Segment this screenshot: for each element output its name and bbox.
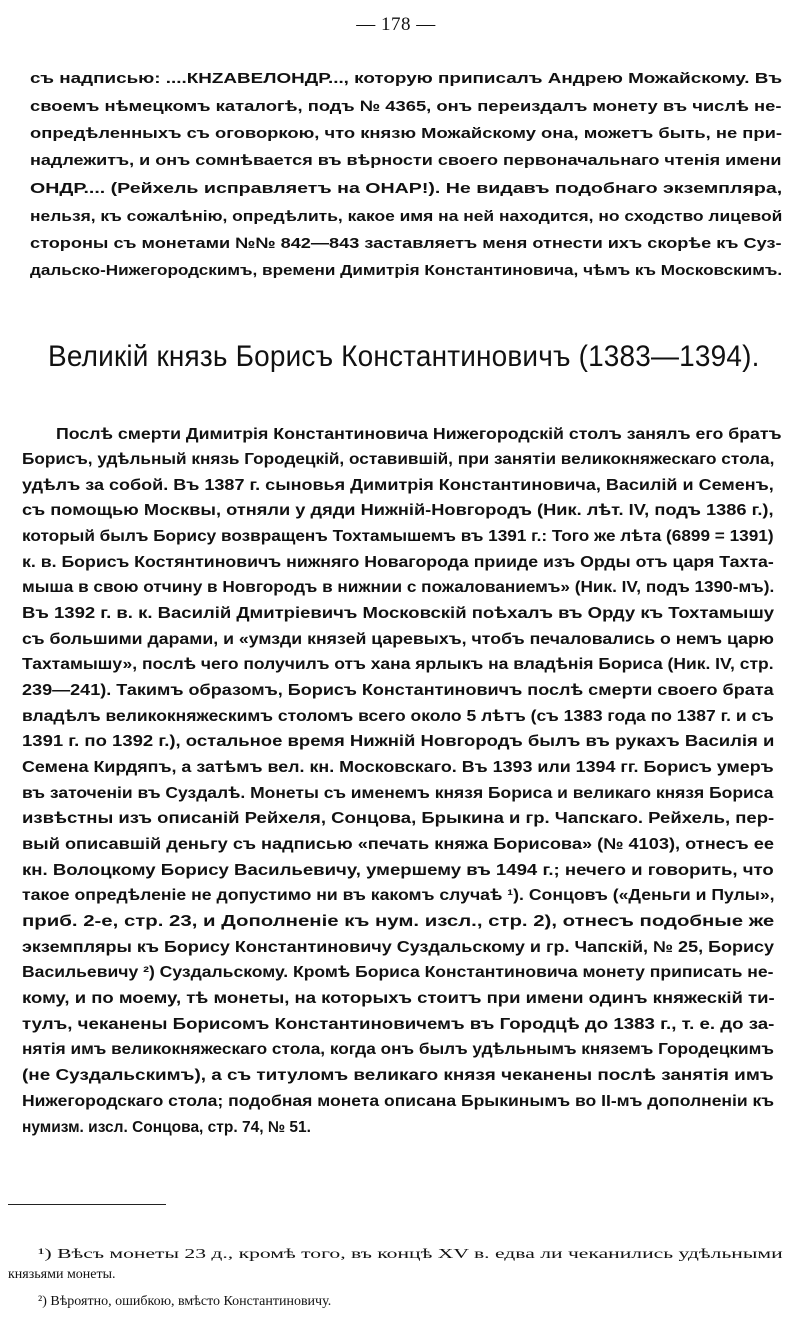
text-line: надлежитъ, и онъ сомнѣвается въ вѣрности своего первоначальнаго чтенія имени — [30, 152, 782, 169]
text-line: владѣлъ великокняжескимъ столомъ всего около 5 лѣтъ (съ 1383 года по 1387 г. и съ — [22, 708, 774, 725]
text-line: тулъ, чеканены Борисомъ Константиновичемъ въ Городцѣ до 1383 г., т. е. до за- — [22, 1016, 775, 1033]
text-line: нумизм. изсл. Сонцова, стр. 74, № 51. — [22, 1119, 311, 1136]
text-line: Тахтамышу», послѣ чего получилъ отъ хана ярлыкъ на владѣнія Бориса (Ник. IV, стр. — [22, 656, 774, 673]
text-line: кн. Волоцкому Борису Васильевичу, умершему въ 1494 г.; нечего и говорить, что — [22, 862, 774, 879]
text-line: удѣлъ за собой. Въ 1387 г. сыновья Димитрія Константиновича, Василій и Семенъ, — [22, 477, 774, 494]
text-line: 239—241). Такимъ образомъ, Борисъ Константиновичъ послѣ смерти своего брата — [22, 682, 774, 699]
text-line: Въ 1392 г. в. к. Василій Дмитріевичъ Московскій поѣхалъ въ Орду къ Тохтамышу — [22, 605, 775, 622]
text-line: Послѣ смерти Димитрія Константиновича Нижегородскій столъ занялъ его братъ — [56, 426, 782, 443]
text-line: съ помощью Москвы, отняли у дяди Нижній-Новгородъ (Ник. лѣт. IV, подъ 1386 г.), — [22, 502, 774, 519]
page-number: — 178 — — [356, 14, 436, 35]
text-line: кому, и по моему, тѣ монеты, на которыхъ стоитъ при имени одинъ княжескій ти- — [22, 990, 775, 1007]
text-line: съ большими дарами, и «умзди князей царевыхъ, чтобъ печаловались о немъ царю — [22, 631, 774, 648]
text-line: 1391 г. по 1392 г.), остальное время Нижній Новгородъ былъ въ рукахъ Василія и — [22, 733, 775, 750]
text-line: мыша в свою отчину в Новгородъ в нижнии с пожалованиемъ» (Ник. IV, подъ 1390-мъ). — [22, 579, 775, 596]
text-line: такое опредѣленіе не допустимо ни въ какомъ случаѣ ¹). Сонцовъ («Деньги и Пулы», — [22, 887, 775, 904]
text-line: дальско-Нижегородскимъ, времени Димитрія Константиновича, чѣмъ къ Московскимъ. — [30, 262, 783, 279]
text-line: Семена Кирдяпъ, а затѣмъ вел. кн. Московскаго. Въ 1393 или 1394 гг. Борисъ умеръ — [22, 759, 774, 776]
section-heading: Великій князь Борисъ Константиновичъ (1383—1394). — [48, 340, 760, 373]
footnote-line: князьями монеты. — [8, 1267, 116, 1282]
text-line: к. в. Борисъ Костянтиновичъ нижняго Новагорода прииде изъ Орды отъ царя Тахта- — [22, 554, 774, 571]
text-line: опредѣленныхъ съ оговоркою, что князю Можайскому она, можетъ быть, не при- — [30, 125, 783, 142]
text-line: Борисъ, удѣльный князь Городецкій, оставившій, при занятіи великокняжескаго стола, — [22, 451, 775, 468]
text-line: нельзя, къ сожалѣнію, опредѣлить, какое имя на ней находится, но сходство лицевой — [30, 208, 783, 225]
text-line: извѣстны изъ описаній Рейхеля, Сонцова, Брыкина и гр. Чапскаго. Рейхель, пер- — [22, 810, 775, 827]
text-line: стороны съ монетами №№ 842—843 заставляетъ меня отнести ихъ скорѣе къ Суз- — [30, 235, 782, 252]
text-line: своемъ нѣмецкомъ каталогѣ, подъ № 4365, онъ переиздалъ монету въ числѣ не- — [30, 98, 782, 115]
text-line: вый описавшій деньгу съ надписью «печать княжа Борисова» (№ 4103), отнесъ ее — [22, 836, 774, 853]
text-line: (не Суздальскимъ), а съ титуломъ великаго князя чеканены послѣ занятія имъ — [22, 1067, 774, 1084]
text-line: съ надписью: ....КНZАВЕЛОНДР..., которую приписалъ Андрею Можайскому. Въ — [30, 70, 783, 87]
text-line: ОНДР.... (Рейхель исправляетъ на ОНАР!). Не видавъ подобнаго экземпляра, — [30, 180, 783, 197]
text-line: экземпляры къ Борису Константиновичу Суздальскому и гр. Чапскій, № 25, Борису — [22, 939, 775, 956]
text-line: нятія имъ великокняжескаго стола, когда онъ былъ удѣльнымъ княземъ Городецкимъ — [22, 1041, 774, 1058]
footnote-line: ²) Вѣроятно, ошибкою, вмѣсто Константиновичу. — [38, 1294, 332, 1309]
text-line: который былъ Борису возвращенъ Тохтамышемъ въ 1391 г.: Того же лѣта (6899 = 1391) — [22, 528, 774, 545]
footnote-divider — [8, 1204, 166, 1205]
text-line: Нижегородскаго стола; подобная монета описана Брыкинымъ во II-мъ дополненіи къ — [22, 1093, 775, 1110]
text-line: приб. 2-е, стр. 23, и Дополненіе къ нум. изсл., стр. 2), отнесъ подобные же — [22, 913, 775, 930]
text-line: Васильевичу ²) Суздальскому. Кромѣ Бориса Константиновича монету приписать не- — [22, 964, 774, 981]
footnote-line: ¹) Вѣсъ монеты 23 д., кромѣ того, въ концѣ XV в. едва ли чеканились удѣльными — [38, 1247, 783, 1262]
text-line: въ заточеніи въ Суздалѣ. Монеты съ именемъ князя Бориса и великаго князя Бориса — [22, 785, 774, 802]
